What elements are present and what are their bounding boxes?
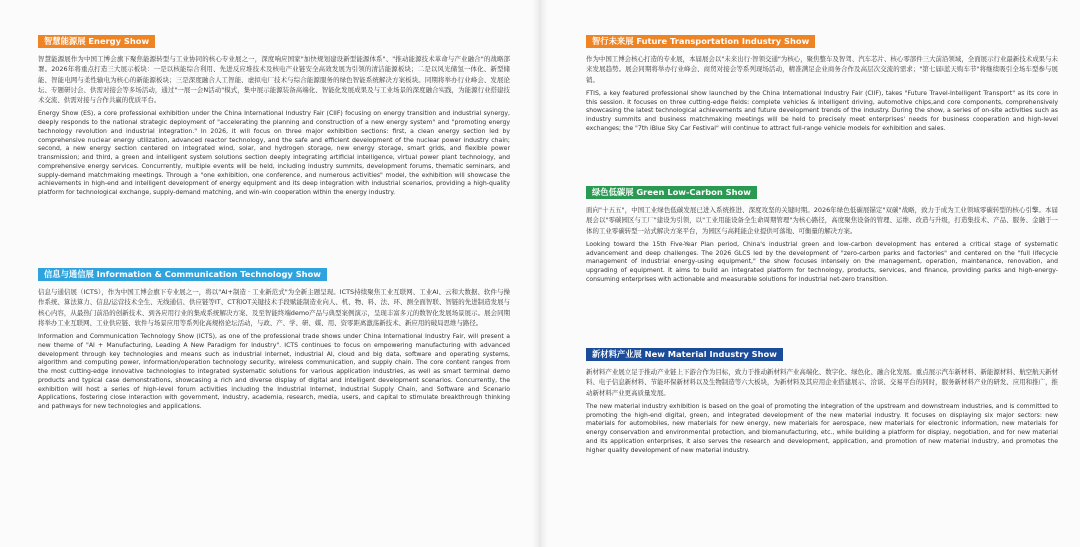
material-section — [586, 342, 1058, 455]
lowcarbon-section-title: 绿色低碳展 Green Low-Carbon Show — [586, 186, 757, 199]
transport-section-title: 智行未来展 Future Transportation Industry Show — [586, 35, 815, 48]
material-section-title: 新材料产业展 New Material Industry Show — [586, 348, 783, 361]
energy-section-title: 智慧能源展 Energy Show — [38, 35, 155, 48]
ict-zh-text: 信息与通信展（ICTS），作为中国工博会旗下专业展之一，将以"AI+制造 · 工业新范式"为全新主题呈现。ICTS持续聚焦工业互联网、工业AI、云和大数据、软件与操作系统、算法算力、信息/运营技术全生、无线通信、供应链等IT、CT和OT关键技术手段赋能制造业向人、机、物、料、法、环、测全面智联、智链的先进制造发展与核心内容，从最热门前沿的创新技术、到各应用行业的集成系统解决方案、及至智能终端demo产品与典型案例演示，呈现丰富多元的数智化发展场景展示。展会同期将举办工业互联网、工业供应链、软件与场景应用等系列化高规格论坛活动，与政、产、学、研、媒、用、资零距离激荡新技术、新应用的破局思维与路径。 — [38, 288, 510, 327]
lowcarbon-zh-text: 面向"十五五"，中国工业绿色低碳发展已进入系统推进、深度攻坚的关键时期。2026年绿色低碳展锚定"双碳"战略，致力于成为工业领域零碳转型的核心引擎。本届展会以"零碳园区与工厂"建设为引领，以"工业用能设备全生命周期管理"为核心路径，高度聚焦设备的管理、运维、改造与升级，打造集技术、产品、服务、金融于一体的工业零碳转型一站式解决方案平台，为园区与高耗能企业提供可落地、可衡量的解决方案。 — [586, 206, 1058, 235]
transport-en-text: FTIS, a key featured professional show launched by the China International Industry Fair (CIIF), takes "Future Travel-Intelligent Transport" as its core in this session. It focuses on three cutting-edge fields: complete vehicles & intelligent driving, automotive chips,and core components, comprehensively showcasing the latest technological achievements and future development trends of the industry. During the show, a series of on-site activities such as industry summits and business matchmaking meetings will be held to precisely meet enterprises' needs for business cooperation and high-level exchanges; the "7th iBlue Sky Car Festival" will continue to attract full-range vehicle models for exhibition and sales. — [586, 89, 1058, 132]
transport-section — [586, 29, 1058, 134]
energy-en-text: Energy Show (ES), a core professional exhibition under the China International Industry Fair (CIIF) focusing on energy transition and industrial synergy, deeply responds to the national strategic deployment of "accelerating the planning and construction of a new energy system" and "promoting energy technology revolution and industrial integration." In 2026, it will focus on three major exhibition sections: first, a clean energy section led by comprehensive nuclear energy utilization, advanced reactor technology, and the safe and efficient development of the nuclear power industry chain; second, a new energy section centered on integrated wind, solar, and hydrogen storage, new energy storage, smart grids, and flexible power transmission; and third, a green and intelligent system solutions section deeply integrating artificial intelligence, virtual power plant technology, and comprehensive energy services. Concurrently, multiple events will be held, including industry summits, development forums, thematic seminars, and supply-demand matchmaking meetings. Through a "one exhibition, one conference, and numerous activities" model, the exhibition will showcase the achievements in high-end and intelligent development of energy equipment and its deep integration with industrial scenarios, providing a high-quality platform for technological exchange, supply-demand matching, and win-win cooperation within the energy industry. — [38, 110, 510, 197]
ict-en-text: Information and Communication Technology Show (ICTS), as one of the professional trade shows under China International Industry Fair, will present a new theme of "AI + Manufacturing, Leading A New Paradigm for Industry". ICTS continues to focus on empowering manufacturing with advanced development through key technologies and means such as industrial internet, industrial AI, cloud and big data, software and operating systems, algorithm and computing power, information/operation technology security, wireless communication, and supply chain. The core content ranges from the most cutting-edge innovative technologies to integrated systematic solutions for various application industries, as well as smart terminal demo products and typical case demonstrations, showcasing a rich and diverse display of digital and intelligent development scenarios. Concurrently, the exhibition will host a series of high-level forum activities including the Industrial Internet, Industrial Supply Chain, and Software and Scenario Applications, fostering close interaction with government, industry, academia, research, media, users, and capital to stimulate breakthrough thinking and pathways for new technologies and applications. — [38, 333, 510, 411]
energy-section — [38, 29, 510, 198]
energy-zh-text: 智慧能源展作为中国工博会旗下聚焦能源转型与工业协同的核心专业展之一，深度响应国家"加快规划建设新型能源体系"、"推动能源技术革命与产业融合"的战略部署。2026年将重点打造三大展示板块：一是以核能综合利用、先进反应堆技术及核电产业链安全高效发展为引领的清洁能源板块；二是以风光储氢一体化、新型储能、智能电网与柔性输电为核心的新能源板块；三是深度融合人工智能、虚拟电厂技术与综合能源服务的绿色智能系统解决方案板块。同期将举办行业峰会、发展论坛、专题研讨会、供需对接会等多场活动，通过"一展一会N活动"模式，集中展示能源装备高端化、智能化发展成果及与工业场景的深度融合实践，为能源行业搭建技术交流、供需对接与合作共赢的优质平台。 — [38, 55, 510, 105]
transport-zh-text: 作为中国工博会核心打造的专业展，本届展会以"未来出行·智领交通"为核心，聚焦整车及智驾、汽车芯片、核心零部件三大前沿领域，全面展示行业最新技术成果与未来发展趋势。展会同期将举办行业峰会、商贸对接会等系列现场活动，精准满足企业商务合作及高层次交流的需求；"第七届i蓝天购车节"将继续吸引全场车型参与展销。 — [586, 55, 1058, 84]
lowcarbon-en-text: Looking toward the 15th Five-Year Plan period, China's industrial green and low-carbon development has entered a critical stage of systematic advancement and deep challenges. The 2026 GLCS led by the development of "zero-carbon parks and factories" and centered on the "full lifecycle management of industrial energy-using equipment," the show focuses intensely on the management, operation, maintenance, renovation, and upgrading of equipment. It aims to build an integrated platform for technology, products, services, and finance, providing parks and high-energy-consuming enterprises with actionable and measurable solutions for industrial net-zero transition. — [586, 240, 1058, 283]
page-spine — [532, 0, 548, 547]
lowcarbon-section — [586, 180, 1058, 285]
ict-section-title: 信息与通信展 Information & Communication Technology Show — [38, 268, 327, 281]
material-en-text: The new material industry exhibition is based on the goal of promoting the integration of the upstream and downstream industries, and is committed to promoting the high-end digital, green, and integrated development of the new material industry. It focuses on displaying six major sectors: new materials for automobiles, new materials for new energy, new materials for aerospace, new materials for electronic information, new materials for energy conservation and environmental protection, and biomanufacturing, etc., while building a platform for display, negotiation, and for new material and its application enterprises, it also serves the research and development, application, and promotion of new material industry, and promotes the higher quality development of new material industry. — [586, 402, 1058, 454]
material-zh-text: 新材料产业展立足于推动产业链上下游合作为目标，致力于推动新材料产业高端化、数字化、绿色化、融合化发展。重点展示汽车新材料、新能源材料、航空航天新材料、电子信息新材料、节能环保新材料以及生物制造等六大板块，为新材料及其应用企业搭建展示、洽谈、交易平台的同时，服务新材料产业的研发、应用和推广，推动新材料产业更高质量发展。 — [586, 368, 1058, 397]
ict-section — [38, 262, 510, 412]
